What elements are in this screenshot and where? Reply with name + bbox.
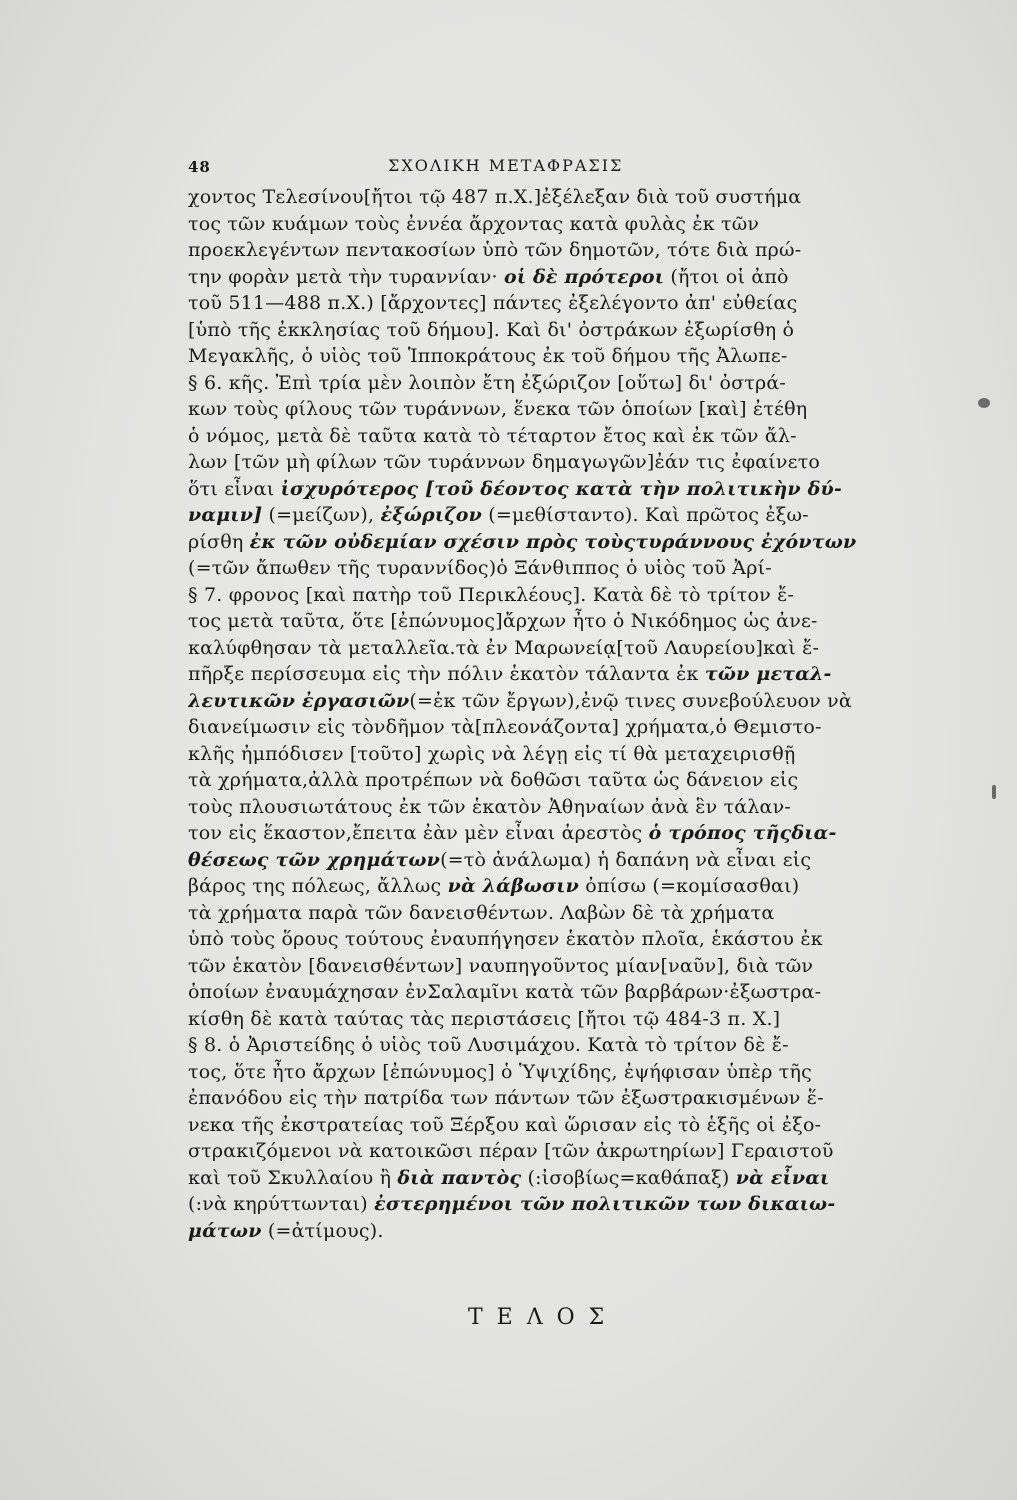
text-line: πῆρξε περίσσευμα εἰς τὴν πόλιν ἑκατὸν τάλαντα ἐκ τῶν μεταλ- bbox=[188, 663, 832, 685]
text-line: (=τῶν ἄπωθεν τῆς τυραννίδος)ὁ Ξάνθιππος ὁ υἱὸς τοῦ Ἀρί- bbox=[188, 557, 772, 579]
emphasized-phrase: ἐξώριζον bbox=[380, 504, 482, 526]
text-line: ὁ νόμος, μετὰ δὲ ταῦτα κατὰ τὸ τέταρτον ἔτος καὶ ἐκ τῶν ἄλ- bbox=[188, 424, 797, 447]
emphasized-phrase: λευτικῶν ἐργασιῶν bbox=[188, 689, 410, 712]
text-line: τος τῶν κυάμων τοὺς ἐννέα ἄρχοντας κατὰ φυλὰς ἐκ τῶν bbox=[188, 212, 760, 235]
text-line: κλῆς ἠμπόδισεν [τοῦτο] χωρὶς νὰ λέγῃ εἰς τί θὰ μεταχειρισθῇ bbox=[188, 742, 796, 765]
body-text bbox=[188, 184, 948, 1244]
text-line: καλύφθησαν τὰ μεταλλεῖα.τὰ ἐν Μαρωνείᾳ[τοῦ Λαυρείου]καὶ ἔ- bbox=[188, 636, 820, 659]
text-line: ὁποίων ἐναυμάχησαν ἐνΣαλαμῖνι κατὰ τῶν βαρβάρων·ἐξωστρα- bbox=[188, 981, 822, 1003]
text-line: τος μετὰ ταῦτα, ὅτε [ἐπώνυμος]ἄρχων ἦτο ὁ Νικόδημος ὡς ἀνε- bbox=[188, 610, 818, 632]
ink-speck bbox=[992, 785, 996, 799]
emphasized-phrase: ἰσχυρότερος [τοῦ δέοντος κατὰ τὴν πολιτικὴν δύ- bbox=[280, 477, 842, 500]
text-line: ὑπὸ τοὺς ὅρους τούτους ἐναυπήγησεν ἑκατὸν πλοῖα, ἑκάστου ἐκ bbox=[188, 928, 823, 950]
emphasized-phrase: τῶν μεταλ- bbox=[704, 663, 832, 685]
text-line: λων [τῶν μὴ φίλων τῶν τυράννων δημαγωγῶν]ἐάν τις ἐφαίνετο bbox=[188, 451, 821, 473]
emphasized-phrase: οἱ δὲ πρότεροι bbox=[503, 265, 665, 288]
emphasized-phrase: θέσεως τῶν χρημάτων bbox=[188, 848, 441, 871]
text-line: § 7. φρονος [καὶ πατὴρ τοῦ Περικλέους]. Κατὰ δὲ τὸ τρίτον ἔ- bbox=[188, 583, 795, 606]
text-line: λευτικῶν ἐργασιῶν(=ἐκ τῶν ἔργων),ἐνῷ τινες συνεβούλευον νὰ bbox=[188, 689, 852, 712]
emphasized-phrase: ναμιν] bbox=[188, 504, 263, 526]
page-number: 48 bbox=[188, 158, 211, 176]
emphasized-phrase: νὰ λάβωσιν bbox=[447, 875, 580, 897]
text-line: στρακιζόμενοι νὰ κατοικῶσι πέραν [τῶν ἀκρωτηρίων] Γεραιστοῦ bbox=[188, 1140, 834, 1162]
text-line: § 8. ὁ Ἀριστείδης ὁ υἱὸς τοῦ Λυσιμάχου. Κατὰ τὸ τρίτον δὲ ἔ- bbox=[188, 1034, 789, 1056]
emphasized-phrase: μάτων bbox=[188, 1219, 262, 1242]
emphasized-phrase: ὁ τρόπος τῆςδια- bbox=[648, 822, 837, 844]
emphasized-phrase: νὰ εἶναι bbox=[735, 1166, 830, 1189]
text-line: νεκα τῆς ἐκστρατείας τοῦ Ξέρξου καὶ ὥρισαν εἰς τὸ ἑξῆς οἱ ἐξο- bbox=[188, 1113, 822, 1136]
text-line: τῶν ἑκατὸν [δανεισθέντων] ναυπηγοῦντος μίαν[ναῦν], διὰ τῶν bbox=[188, 954, 814, 977]
text-line: καὶ τοῦ Σκυλλαίου ἢ διὰ παντὸς (:ἰσοβίως=καθάπαξ) νὰ εἶναι bbox=[188, 1166, 830, 1189]
text-line: την φορὰν μετὰ τὴν τυραννίαν· οἱ δὲ πρότεροι (ἤτοι οἱ ἀπὸ bbox=[188, 265, 789, 288]
emphasized-phrase: διὰ παντὸς bbox=[397, 1166, 522, 1189]
text-line: ρίσθη ἐκ τῶν οὐδεμίαν σχέσιν πρὸς τοὺςτυράννους ἐχόντων bbox=[188, 530, 857, 553]
text-line: διανείμωσιν εἰς τὸνδῆμον τὰ[πλεονάζοντα] χρήματα,ὁ Θεμιστο- bbox=[188, 716, 822, 738]
page-header bbox=[188, 150, 917, 180]
text-line: βάρος της πόλεως, ἄλλως νὰ λάβωσιν ὀπίσω (=κομίσασθαι) bbox=[188, 875, 800, 897]
ink-blot bbox=[978, 398, 990, 408]
text-line: [ὑπὸ τῆς ἐκκλησίας τοῦ δήμου]. Καὶ δι' ὀστράκων ἐξωρίσθη ὁ bbox=[188, 318, 795, 341]
text-line: τον εἰς ἕκαστον,ἔπειτα ἐὰν μὲν εἶναι ἀρεστὸς ὁ τρόπος τῆςδια- bbox=[188, 822, 837, 844]
emphasized-phrase: ἐστερημένοι τῶν πολιτικῶν των δικαιω- bbox=[374, 1193, 836, 1215]
text-line: ὅτι εἶναι ἰσχυρότερος [τοῦ δέοντος κατὰ τὴν πολιτικὴν δύ- bbox=[188, 477, 842, 500]
emphasized-phrase: ἐκ τῶν οὐδεμίαν σχέσιν πρὸς τοὺςτυράννους ἐχόντων bbox=[249, 530, 857, 553]
text-line: προεκλεγέντων πεντακοσίων ὑπὸ τῶν δημοτῶν, τότε διὰ πρώ- bbox=[188, 239, 802, 261]
text-line: τὰ χρήματα παρὰ τῶν δανεισθέντων. Λαβὼν δὲ τὰ χρήματα bbox=[188, 901, 775, 924]
text-line: θέσεως τῶν χρημάτων(=τὸ ἀνάλωμα) ἡ δαπάνη νὰ εἶναι εἰς bbox=[188, 848, 812, 871]
text-line: τοῦ 511—488 π.Χ.) [ἄρχοντες] πάντες ἐξελέγοντο ἀπ' εὐθείας bbox=[188, 292, 798, 314]
text-line: Μεγακλῆς, ὁ υἱὸς τοῦ Ἱπποκράτους ἐκ τοῦ δήμου τῆς Ἀλωπε- bbox=[188, 345, 788, 367]
text-line: ἐπανόδου εἰς τὴν πατρίδα των πάντων τῶν ἐξωστρακισμένων ἕ- bbox=[188, 1087, 824, 1109]
text-line: τος, ὅτε ἦτο ἄρχων [ἐπώνυμος] ὁ Ὑψιχίδης, ἐψήφισαν ὑπὲρ τῆς bbox=[188, 1060, 812, 1083]
text-line: μάτων (=ἀτίμους). bbox=[188, 1219, 384, 1242]
text-line: ναμιν] (=μείζων), ἐξώριζον (=μεθίσταντο). Καὶ πρῶτος ἐξω- bbox=[188, 504, 809, 526]
text-line: (:νὰ κηρύττωνται) ἐστερημένοι τῶν πολιτικῶν των δικαιω- bbox=[188, 1193, 836, 1215]
text-line: τὰ χρήματα,ἀλλὰ προτρέπων νὰ δοθῶσι ταῦτα ὡς δάνειον εἰς bbox=[188, 769, 799, 791]
end-mark: ΤΕΛΟΣ bbox=[468, 1305, 619, 1330]
running-title: ΣΧΟΛΙΚΗ ΜΕΤΑΦΡΑΣΙΣ bbox=[388, 156, 624, 175]
text-line: κίσθη δὲ κατὰ ταύτας τὰς περιστάσεις [ἤτοι τῷ 484-3 π. Χ.] bbox=[188, 1007, 781, 1030]
text-line: χοντος Τελεσίνου[ἤτοι τῷ 487 π.Χ.]ἐξέλεξαν διὰ τοῦ συστήμα bbox=[188, 186, 802, 208]
text-line: κων τοὺς φίλους τῶν τυράννων, ἕνεκα τῶν ὁποίων [καὶ] ἐτέθη bbox=[188, 398, 808, 420]
text-line: τοὺς πλουσιωτάτους ἐκ τῶν ἑκατὸν Ἀθηναίων ἀνὰ ἓν τάλαν- bbox=[188, 795, 791, 818]
text-line: § 6. κῆς. Ἐπὶ τρία μὲν λοιπὸν ἔτη ἐξώριζον [οὕτω] δι' ὀστρά- bbox=[188, 371, 787, 394]
